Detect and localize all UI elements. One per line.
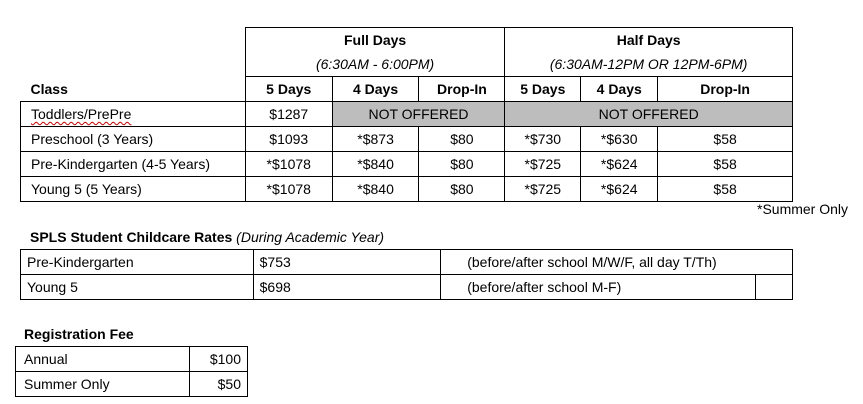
column-header-full-5-days: 5 Days bbox=[245, 77, 332, 102]
full-drop-in-cell: $80 bbox=[419, 152, 505, 177]
rate-cell: $698 bbox=[253, 275, 441, 300]
half-not-offered-cell: NOT OFFERED bbox=[505, 102, 793, 127]
table-row bbox=[21, 127, 793, 152]
column-header-full-4-days: 4 Days bbox=[332, 77, 419, 102]
fee-amount-cell: $50 bbox=[190, 372, 248, 397]
class-cell: Toddlers/PrePre bbox=[21, 102, 246, 127]
column-header-half-drop-in: Drop-In bbox=[658, 77, 793, 102]
full-4-days-cell: *$840 bbox=[332, 177, 419, 202]
table-row bbox=[21, 250, 793, 275]
class-cell: Pre-Kindergarten (4-5 Years) bbox=[21, 152, 246, 177]
rate-cell: $753 bbox=[253, 250, 441, 275]
table-row bbox=[21, 152, 793, 177]
header-spacer bbox=[21, 52, 246, 77]
full-5-days-cell: $1287 bbox=[245, 102, 332, 127]
full-not-offered-cell: NOT OFFERED bbox=[332, 102, 505, 127]
full-5-days-cell: $1093 bbox=[245, 127, 332, 152]
registration-fee-table bbox=[15, 346, 248, 397]
header-spacer bbox=[21, 28, 246, 53]
table-row bbox=[21, 102, 793, 127]
schedule-cell: (before/after school M/W/F, all day T/Th) bbox=[441, 250, 793, 275]
full-days-title: Full Days bbox=[245, 28, 505, 53]
table-row bbox=[16, 347, 248, 372]
schedule-cell: (before/after school M-F) bbox=[441, 275, 756, 300]
full-drop-in-cell: $80 bbox=[419, 127, 505, 152]
half-5-days-cell: *$725 bbox=[505, 152, 581, 177]
program-cell: Pre-Kindergarten bbox=[21, 250, 254, 275]
fee-label-cell: Summer Only bbox=[16, 372, 190, 397]
fee-amount-cell: $100 bbox=[190, 347, 248, 372]
half-4-days-cell: *$624 bbox=[581, 177, 658, 202]
column-header-half-4-days: 4 Days bbox=[581, 77, 658, 102]
full-5-days-cell: *$1078 bbox=[245, 177, 332, 202]
registration-section-title: Registration Fee bbox=[24, 326, 134, 342]
table-row bbox=[16, 372, 248, 397]
column-header-half-5-days: 5 Days bbox=[505, 77, 581, 102]
half-5-days-cell: *$730 bbox=[505, 127, 581, 152]
full-4-days-cell: *$873 bbox=[332, 127, 419, 152]
class-cell: Young 5 (5 Years) bbox=[21, 177, 246, 202]
half-5-days-cell: *$725 bbox=[505, 177, 581, 202]
spls-section-title: SPLS Student Childcare Rates (During Academic Year) bbox=[30, 229, 385, 245]
class-cell: Preschool (3 Years) bbox=[21, 127, 246, 152]
full-days-hours: (6:30AM - 6:00PM) bbox=[245, 52, 505, 77]
full-4-days-cell: *$840 bbox=[332, 152, 419, 177]
half-4-days-cell: *$630 bbox=[581, 127, 658, 152]
rates-table bbox=[20, 27, 793, 202]
full-5-days-cell: *$1078 bbox=[245, 152, 332, 177]
empty-cell bbox=[756, 275, 793, 300]
full-drop-in-cell: $80 bbox=[419, 177, 505, 202]
table-row bbox=[21, 275, 793, 300]
column-header-full-drop-in: Drop-In bbox=[419, 77, 505, 102]
table-row bbox=[21, 177, 793, 202]
half-4-days-cell: *$624 bbox=[581, 152, 658, 177]
half-drop-in-cell: $58 bbox=[658, 177, 793, 202]
program-cell: Young 5 bbox=[21, 275, 254, 300]
half-drop-in-cell: $58 bbox=[658, 127, 793, 152]
column-header-class: Class bbox=[21, 77, 246, 102]
spls-section-note: (During Academic Year) bbox=[236, 229, 385, 245]
fee-label-cell: Annual bbox=[16, 347, 190, 372]
spls-rates-table bbox=[20, 249, 793, 300]
half-days-title: Half Days bbox=[505, 28, 793, 53]
summer-only-footnote: *Summer Only bbox=[757, 201, 849, 217]
half-days-hours: (6:30AM-12PM OR 12PM-6PM) bbox=[505, 52, 793, 77]
half-drop-in-cell: $58 bbox=[658, 152, 793, 177]
